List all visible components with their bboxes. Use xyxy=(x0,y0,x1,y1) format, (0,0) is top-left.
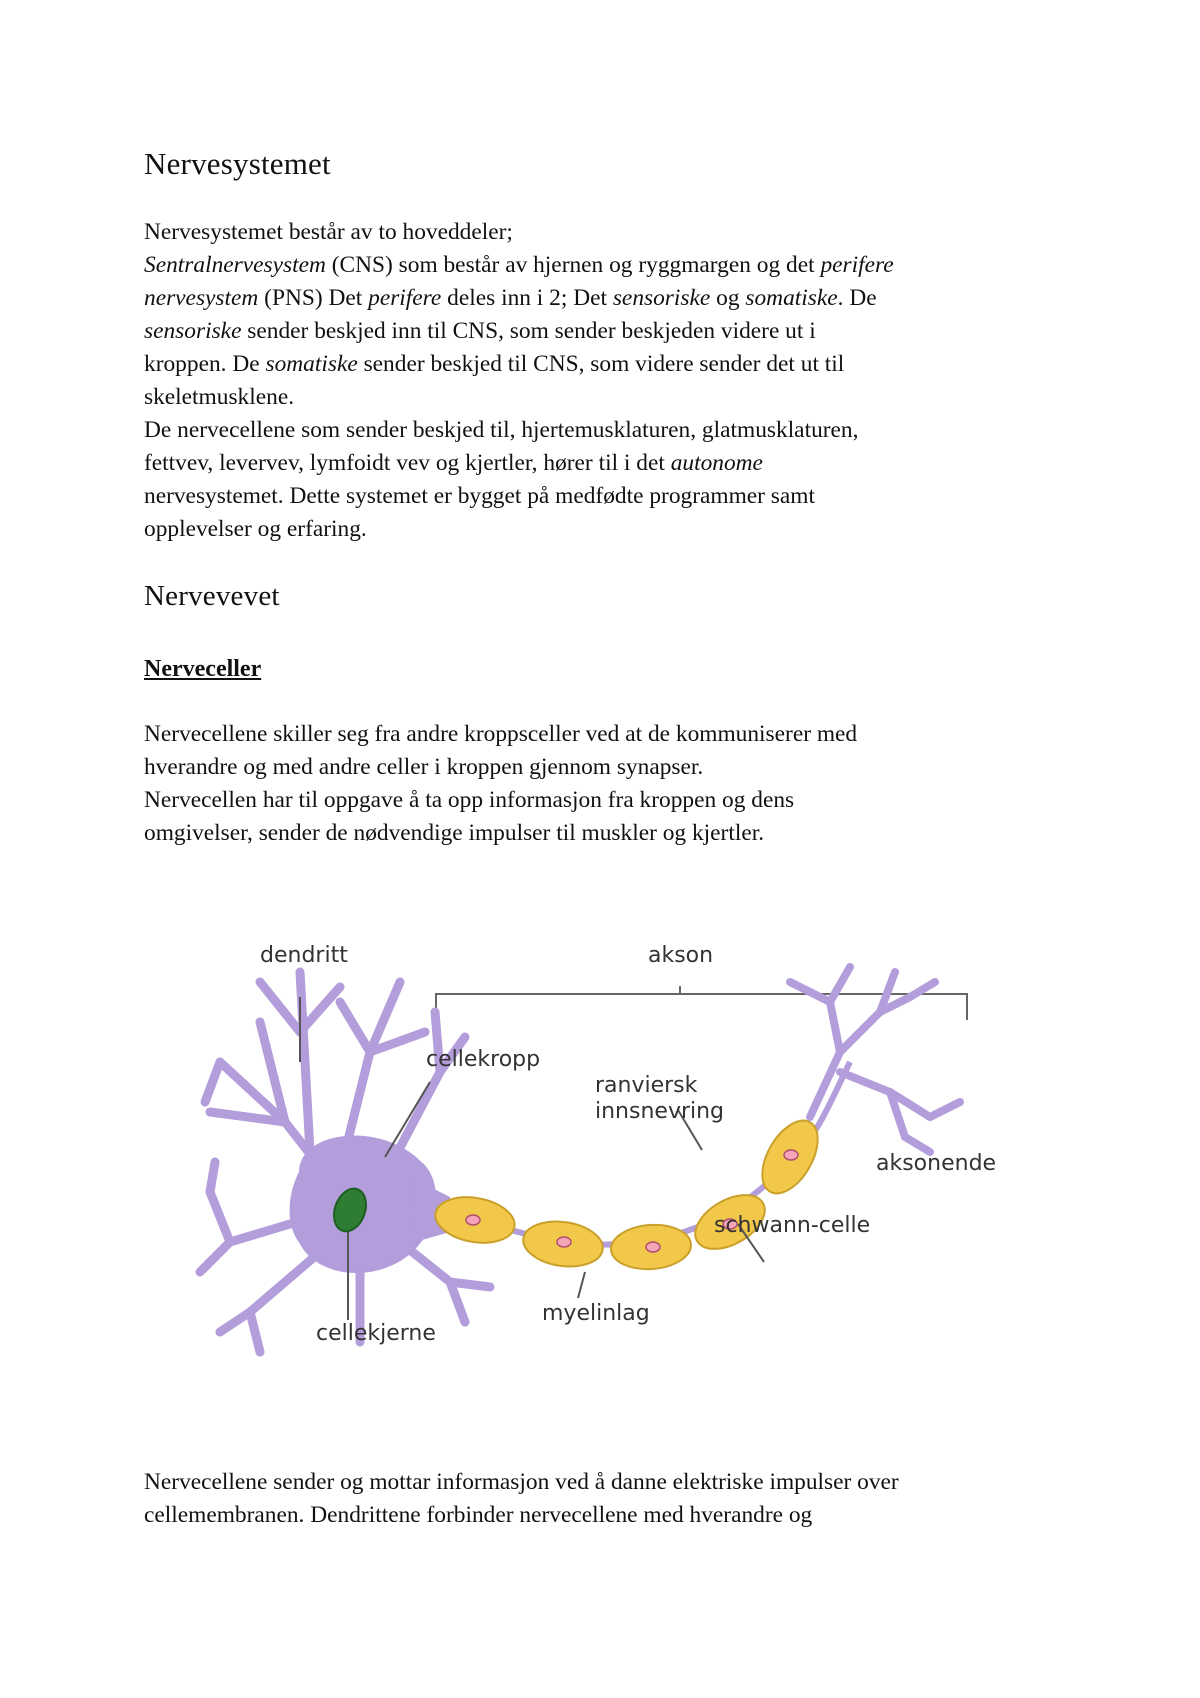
heading-nervesystemet: Nervesystemet xyxy=(144,146,331,181)
intro-line-10: opplevelser og erfaring. xyxy=(144,516,367,542)
intro-line-4: sensoriske sender beskjed inn til CNS, som sender beskjeden videre ut i xyxy=(144,318,816,344)
label-schwann-celle: schwann-celle xyxy=(714,1213,871,1238)
label-cellekjerne: cellekjerne xyxy=(316,1321,436,1346)
heading-nervevevet: Nervevevet xyxy=(144,580,280,612)
label-aksonende: aksonende xyxy=(876,1151,997,1176)
label-cellekropp: cellekropp xyxy=(426,1047,541,1072)
cells-line-1: Nervecellene skiller seg fra andre kroppsceller ved at de kommuniserer med xyxy=(144,721,858,747)
neuron-svg xyxy=(190,942,1050,1372)
intro-line-5: kroppen. De somatiske sender beskjed til CNS, som videre sender det ut til xyxy=(144,351,845,377)
label-ranviersk: ranviersk xyxy=(595,1073,698,1098)
cells-paragraph xyxy=(144,718,1074,850)
heading-nerveceller: Nerveceller xyxy=(144,656,262,682)
label-akson: akson xyxy=(648,943,714,968)
closing-line-1: Nervecellene sender og mottar informasjon ved å danne elektriske impulser over xyxy=(144,1469,899,1495)
intro-line-1: Nervesystemet består av to hoveddeler; xyxy=(144,219,513,245)
intro-paragraph xyxy=(144,216,1074,546)
closing-paragraph xyxy=(144,1466,1074,1532)
neuron-diagram xyxy=(190,942,1050,1372)
intro-line-9: nervesystemet. Dette systemet er bygget på medfødte programmer samt xyxy=(144,483,815,509)
intro-line-8: fettvev, levervev, lymfoidt vev og kjertler, hører til i det autonome xyxy=(144,450,763,476)
intro-line-7: De nervecellene som sender beskjed til, hjertemusklaturen, glatmusklaturen, xyxy=(144,417,859,443)
closing-line-2: cellemembranen. Dendrittene forbinder nervecellene med hverandre og xyxy=(144,1502,813,1528)
label-myelinlag: myelinlag xyxy=(542,1301,650,1326)
label-innsnevring: innsnevring xyxy=(595,1099,725,1124)
intro-line-2: Sentralnervesystem (CNS) som består av hjernen og ryggmargen og det perifere xyxy=(144,252,894,278)
cells-line-3: Nervecellen har til oppgave å ta opp informasjon fra kroppen og dens xyxy=(144,787,795,813)
myelin-segments xyxy=(432,1111,829,1271)
intro-line-6: skeletmusklene. xyxy=(144,384,295,410)
cells-line-2: hverandre og med andre celler i kroppen gjennom synapser. xyxy=(144,754,704,780)
intro-line-3: nervesystem (PNS) Det perifere deles inn i 2; Det sensoriske og somatiske. De xyxy=(144,285,877,311)
label-dendritt: dendritt xyxy=(260,943,348,968)
cells-line-4: omgivelser, sender de nødvendige impulser til muskler og kjertler. xyxy=(144,820,765,846)
